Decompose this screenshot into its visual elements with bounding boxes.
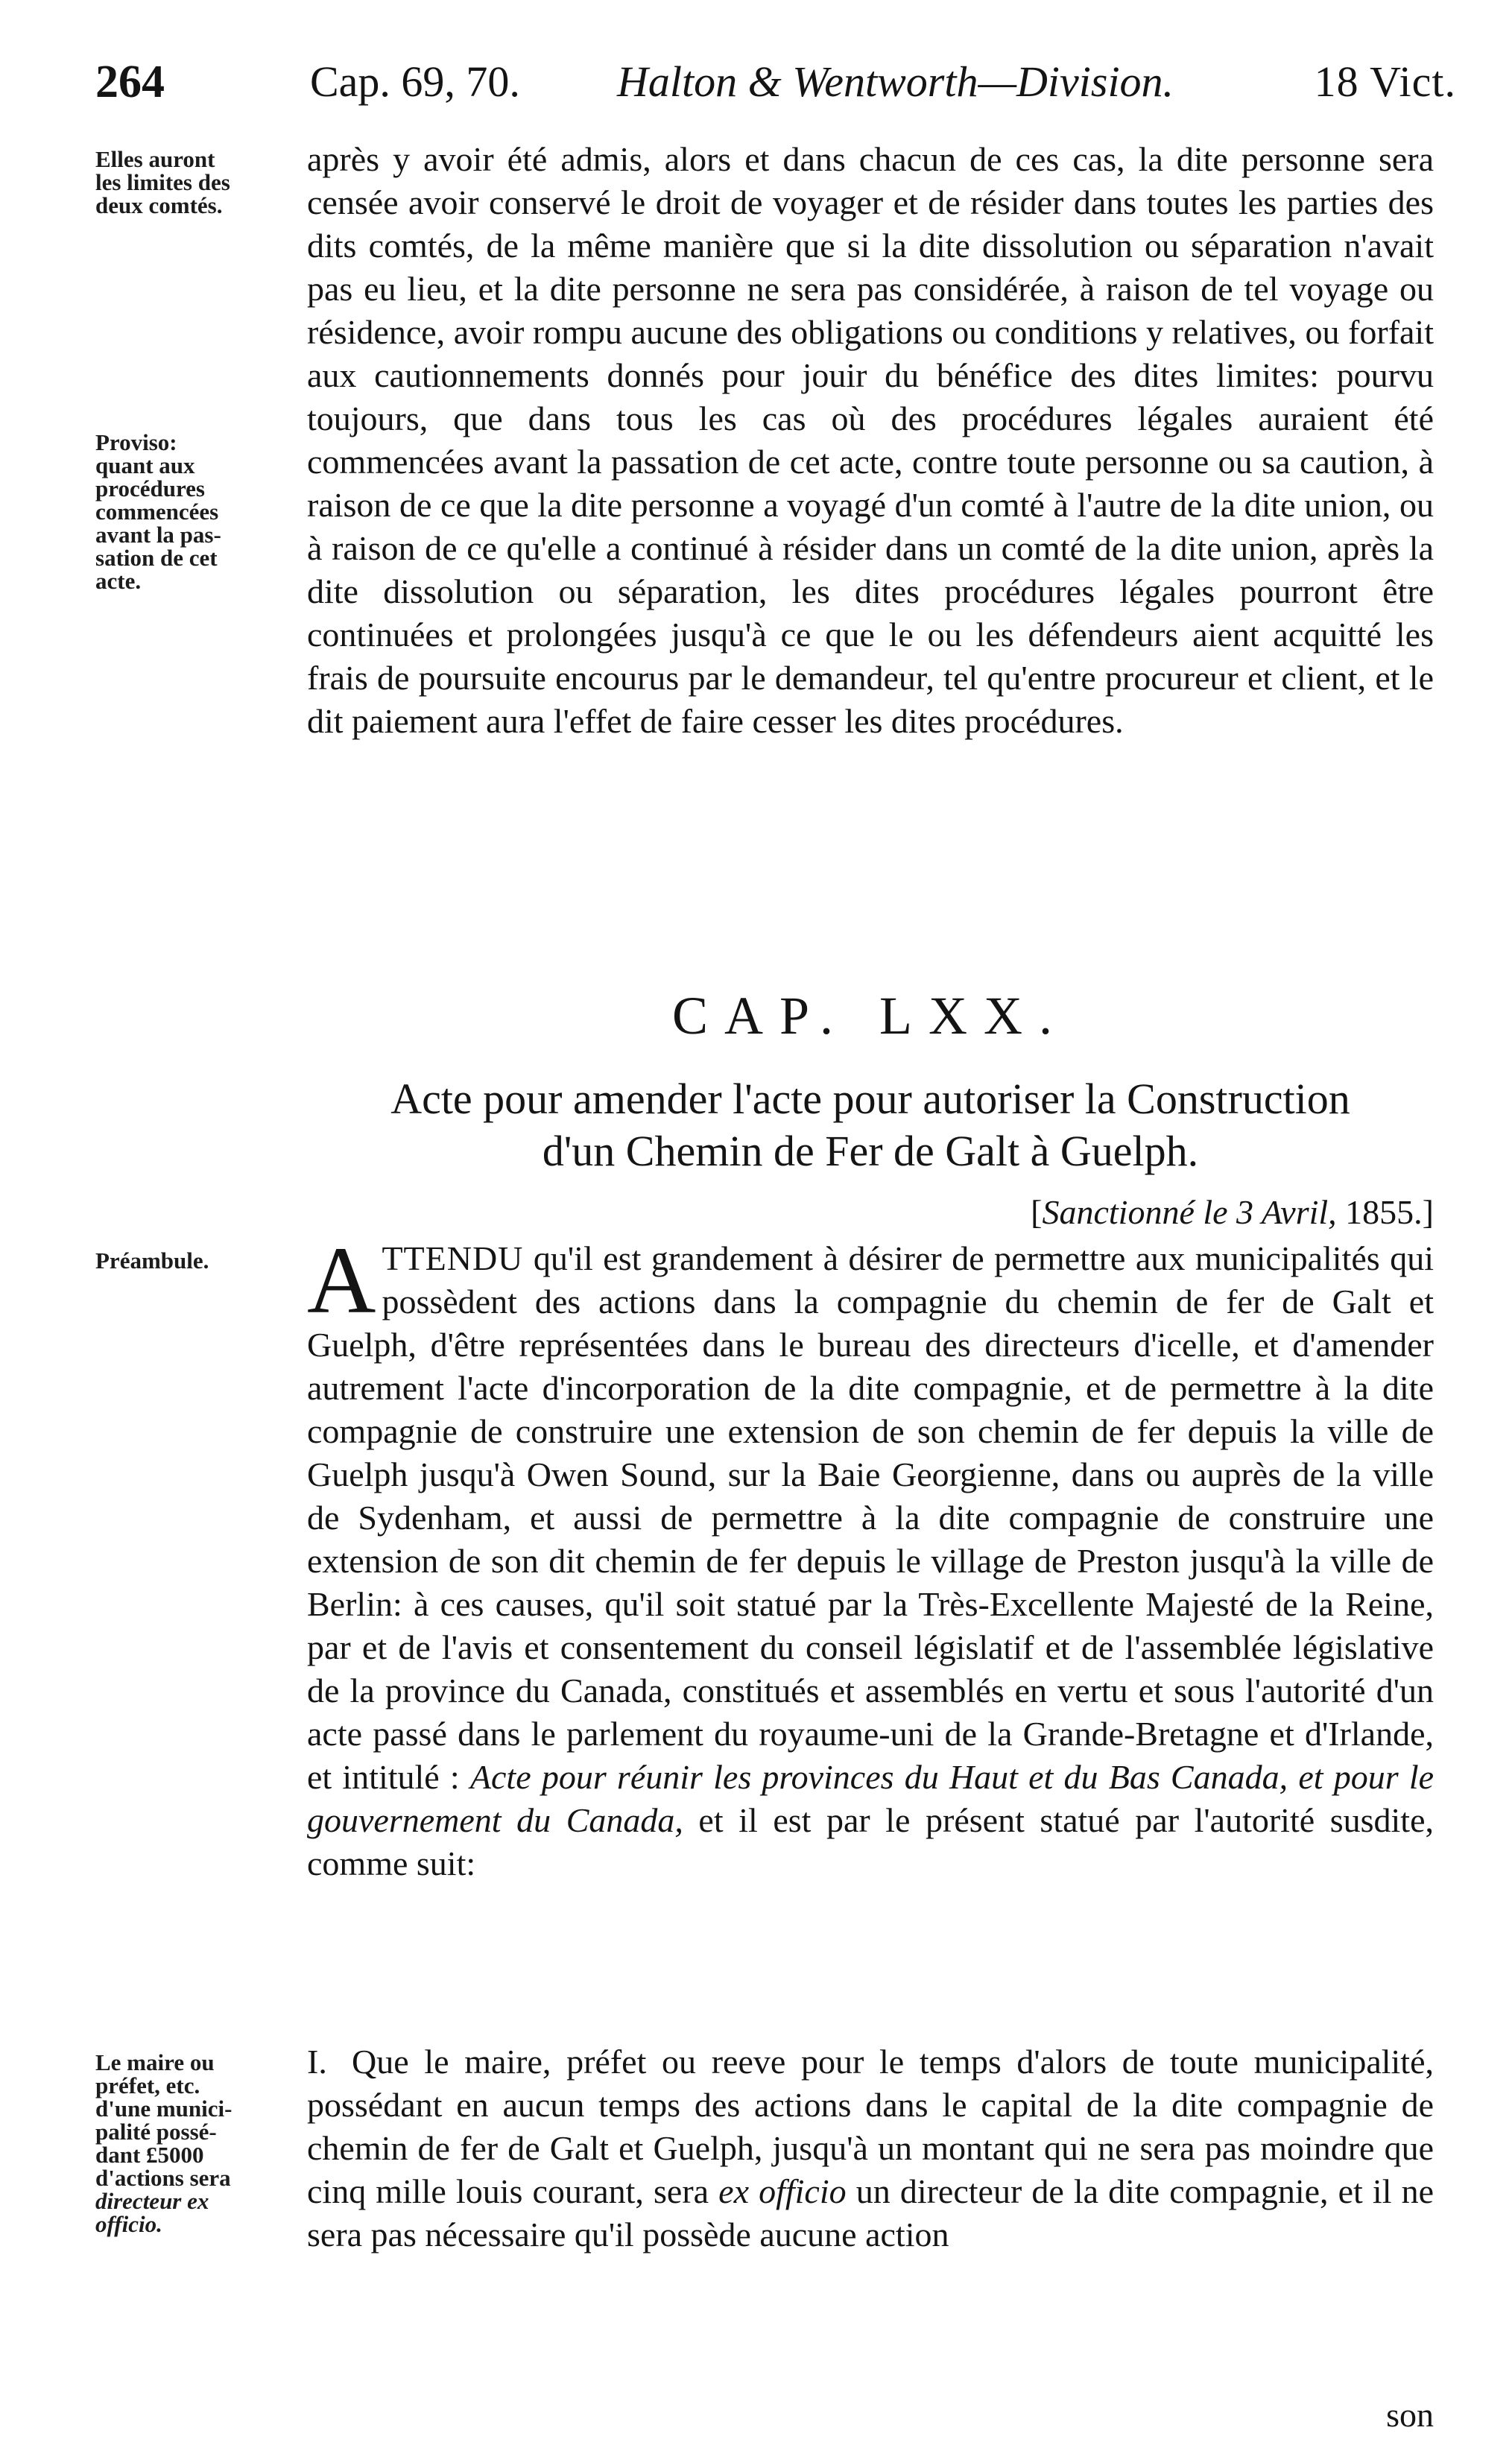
page-number: 264 [95, 57, 165, 107]
catchword: son [1386, 2396, 1434, 2434]
section-one: I. Que le maire, préfet ou reeve pour le temps d'alors de toute municipalité, possédant en aucun temps des actions dans le capital de la dite compagnie de chemin de fer de Galt et Guelph, jusqu'à un montant qui ne sera pas moindre que cinq mille louis courant, sera ex officio un directeur de la dite compagnie, et il ne sera pas nécessaire qu'il possède aucune action [307, 2040, 1434, 2256]
margin-note-limits: Elles auront les limites des deux comtés. [95, 146, 230, 218]
margin-note-proviso: Proviso: quant aux procédures commencées avant la pas- sation de cet acte. [95, 429, 221, 594]
drop-cap: A [307, 1227, 376, 1333]
sanction-date: [Sanctionné le 3 Avril, 1855.] [1031, 1193, 1434, 1231]
continued-paragraph: après y avoir été admis, alors et dans chacun de ces cas, la dite personne sera censée avoir conservé le droit de voyager et de résider dans toutes les parties des dits comtés, de la même manière que si la dite dissolution ou séparation n'avait pas eu lieu, et la dite personne ne sera pas considérée, à raison de tel voyage ou résidence, avoir rompu aucune des obligations ou conditions y relatives, ou forfait aux cautionnements donnés pour jouir du bénéfice des dites limites: pourvu toujours, que dans tous les cas où des procédures légales auraient été commencées avant la passation de cet acte, contre toute personne ou sa caution, à raison de ce que la dite personne a voyagé d'un comté à l'autre de la dite union, ou à raison de ce qu'elle a continué à résider dans un comté de la dite union, après la dite dissolution ou séparation, les dites procédures légales pourront être continuées et prolongées jusqu'à ce que le ou les défendeurs aient acquitté les frais de poursuite encourus par le demandeur, tel qu'entre procureur et client, et le dit paiement aura l'effet de faire cesser les dites procédures. [307, 140, 1434, 740]
section-number: I. [307, 2043, 327, 2081]
preamble-paragraph: ATTENDU qu'il est grandement à désirer de permettre aux municipalités qui possèdent des actions dans la compagnie du chemin de fer de Galt et Guelph, d'être représentées dans le bureau des directeurs d'icelle, et d'amender autrement l'acte d'incorporation de la dite compagnie, et de permettre à la dite compagnie de construire une extension de son chemin de fer depuis la ville de Guelph jusqu'à Owen Sound, sur la Baie Georgienne, dans ou auprès de la ville de Sydenham, et aussi de permettre à la dite compagnie de construire une extension de son dit chemin de fer depuis le village de Preston jusqu'à la ville de Berlin: à ces causes, qu'il soit statué par la Très-Excellente Majesté de la Reine, par et de l'avis et consentement du conseil législatif et de l'assemblée législative de la province du Canada, constitués et assemblés en vertu et sous l'autorité d'un acte passé dans le parlement du royaume-uni de la Grande-Bretagne et d'Irlande, et intitulé : Acte pour réunir les provinces du Haut et du Bas Canada, et pour le gouvernement du Canada, et il est par le présent statué par l'autorité susdite, comme suit: [307, 1227, 1434, 1882]
margin-note-mayor: Le maire ou préfet, etc. d'une munici- palité possé- dant £5000 d'actions sera directeur ex officio. [95, 2049, 233, 2237]
regnal-year: 18 Vict. [1314, 57, 1456, 106]
running-header [95, 52, 1456, 112]
running-title: Halton & Wentworth—Division. [617, 57, 1174, 106]
chapter-reference: Cap. 69, 70. [310, 57, 520, 106]
act-title: Acte pour amender l'acte pour autoriser la Construction d'un Chemin de Fer de Galt à Guelph. [390, 1075, 1350, 1175]
chapter-heading: CAP. LXX. [671, 986, 1069, 1046]
cited-act-title: Acte pour réunir les provinces du Haut et du Bas Canada, et pour le gouvernement du Canada, [307, 1758, 1434, 1839]
margin-note-preamble: Préambule. [95, 1247, 209, 1274]
